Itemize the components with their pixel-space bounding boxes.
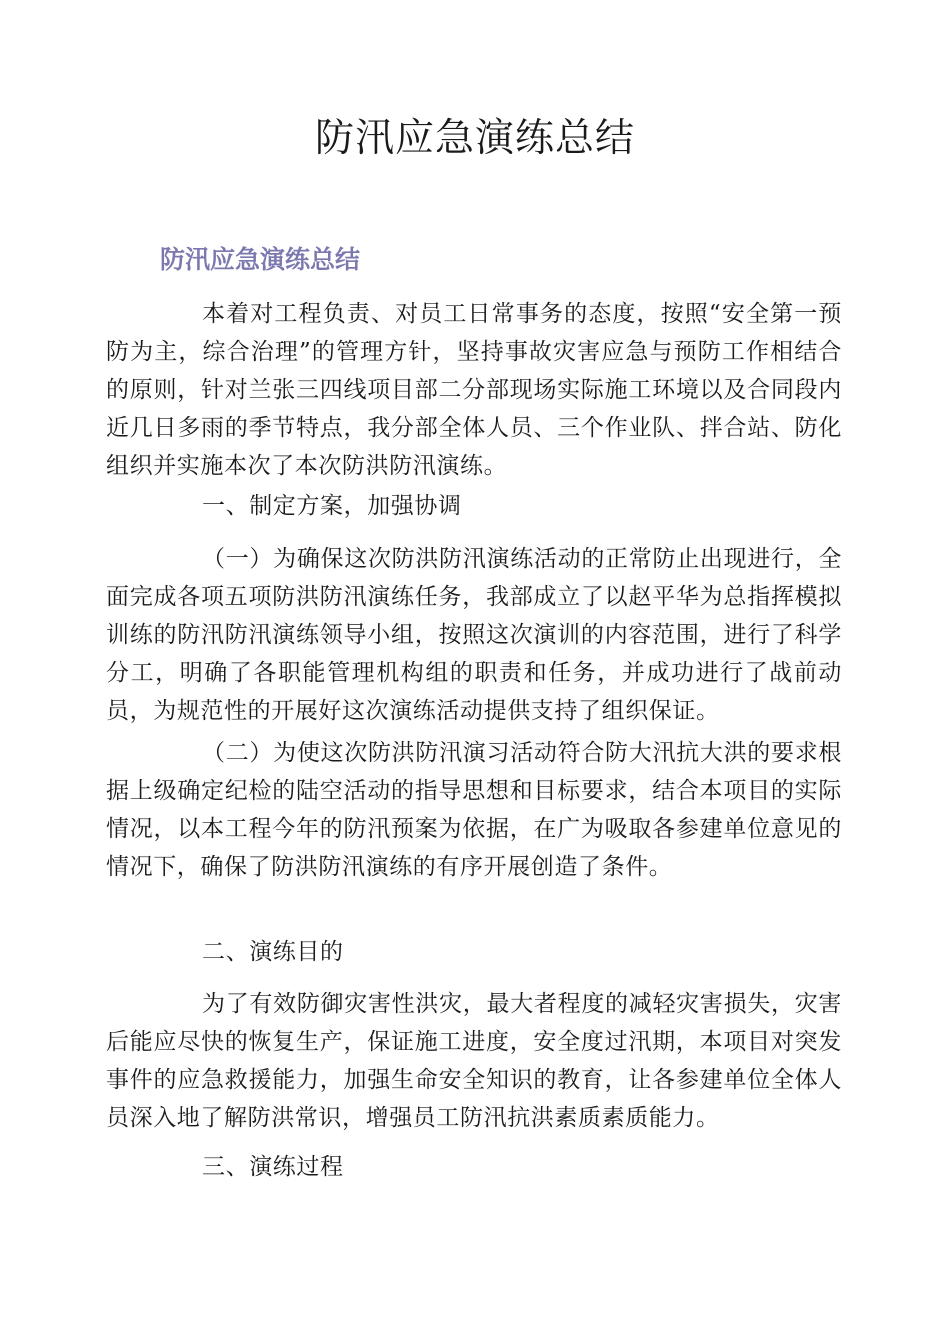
section-3-heading: 三、演练过程 [202, 1154, 344, 1180]
section-1-paragraph-2: （二）为使这次防洪防汛演习活动符合防大汛抗大洪的要求根据上级确定纪检的陆空活动的指导思想和目标要求，结合本项目的实际情况，以本工程今年的防汛预案为依据，在广为吸取各参建单位意见的情况下，确保了防洪防汛演练的有序开展创造了条件。 [106, 740, 842, 880]
document-title: 防汛应急演练总结 [314, 116, 635, 161]
section-2-heading: 二、演练目的 [202, 939, 344, 965]
intro-paragraph: 本着对工程负责、对员工日常事务的态度，按照“安全第一预防为主，综合治理”的管理方针，坚持事故灾害应急与预防工作相结合的原则，针对兰张三四线项目部二分部现场实际施工环境以及合同段内近几日多雨的季节特点，我分部全体人员、三个作业队、拌合站、防化组织并实施本次了本次防洪防汛演练。 [106, 301, 842, 479]
section-1-heading: 一、制定方案，加强协调 [202, 493, 462, 519]
section-2-paragraph-1: 为了有效防御灾害性洪灾，最大者程度的减轻灾害损失，灾害后能应尽快的恢复生产，保证施工进度，安全度过汛期，本项目对突发事件的应急救援能力，加强生命安全知识的教育，让各参建单位全体人员深入地了解防洪常识，增强员工防汛抗洪素质素质能力。 [106, 991, 842, 1131]
section-1-paragraph-1: （一）为确保这次防洪防汛演练活动的正常防止出现进行，全面完成各项五项防洪防汛演练任务，我部成立了以赵平华为总指挥模拟训练的防汛防汛演练领导小组，按照这次演训的内容范围，进行了科学分工，明确了各职能管理机构组的职责和任务，并成功进行了战前动员，为规范性的开展好这次演练活动提供支持了组织保证。 [106, 546, 842, 724]
document-subtitle: 防汛应急演练总结 [160, 245, 361, 274]
